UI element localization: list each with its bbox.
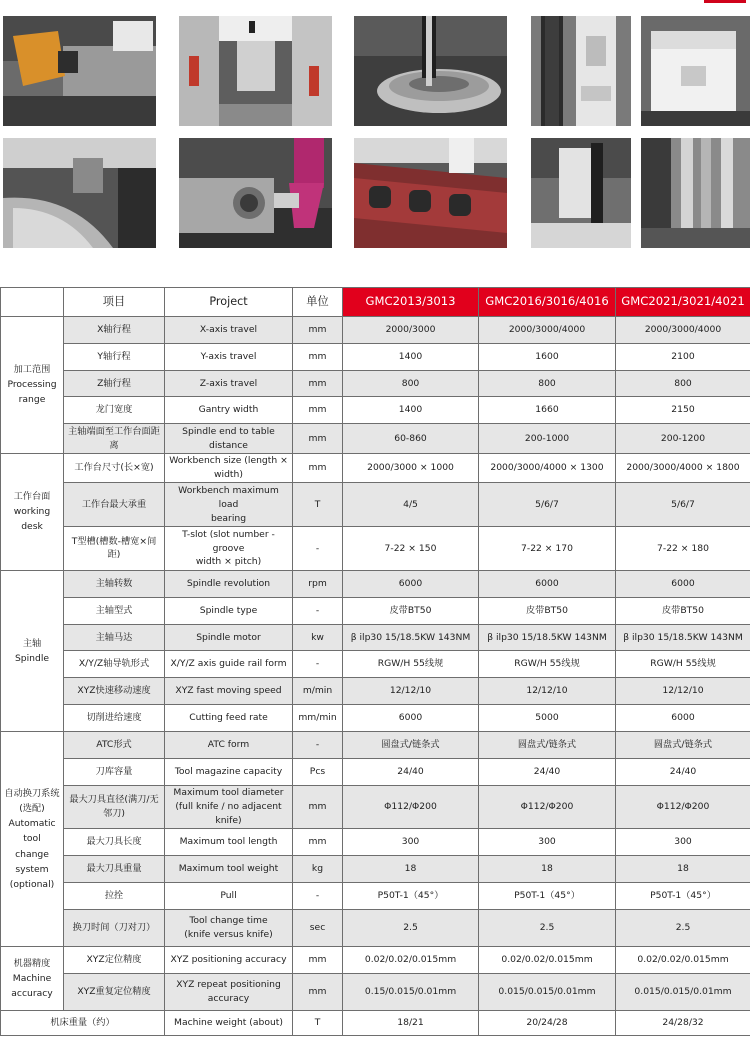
group-label xyxy=(1,947,64,1011)
group-label-line: 工作台面 xyxy=(13,491,51,503)
row-item-cn: 龙门宽度 xyxy=(64,397,165,424)
row-value: 2000/3000 × 1000 xyxy=(343,453,479,483)
row-value: 6000 xyxy=(616,570,750,597)
group-label-line: 机器精度 xyxy=(13,957,51,969)
row-value: β ilp30 15/18.5KW 143NM xyxy=(479,624,616,651)
spec-row xyxy=(1,973,750,1010)
row-item-cn: 主轴马达 xyxy=(64,624,165,651)
row-project-line: accuracy xyxy=(207,992,250,1004)
row-project-line: Workbench size (length × width) xyxy=(169,455,288,481)
row-value: β ilp30 15/18.5KW 143NM xyxy=(616,624,750,651)
row-value: 800 xyxy=(343,370,479,397)
row-value: 0.02/0.02/0.015mm xyxy=(343,947,479,974)
row-value: 200-1200 xyxy=(616,424,750,454)
photo-spindle-head-orange xyxy=(3,16,156,126)
spec-row xyxy=(1,370,750,397)
row-value: 12/12/10 xyxy=(479,678,616,705)
row-value: RGW/H 55线规 xyxy=(343,651,479,678)
row-project-en xyxy=(165,678,293,705)
row-unit: - xyxy=(293,527,343,571)
row-item-cn: 主轴转数 xyxy=(64,570,165,597)
row-value: RGW/H 55线规 xyxy=(616,651,750,678)
group-label-line: working xyxy=(13,506,51,518)
row-project-line: X/Y/Z axis guide rail form xyxy=(170,658,287,670)
row-project-en xyxy=(165,909,293,946)
photo-gantry-frame xyxy=(179,16,332,126)
photo-machined-wheel xyxy=(354,16,507,126)
row-project-line: Workbench maximum load xyxy=(178,485,279,510)
row-unit: - xyxy=(293,651,343,678)
row-value: 6000 xyxy=(343,570,479,597)
row-unit: mm xyxy=(293,947,343,974)
row-item-cn: 切削进给速度 xyxy=(64,705,165,732)
row-value: 2000/3000/4000 × 1800 xyxy=(616,453,750,483)
row-item-cn: Z轴行程 xyxy=(64,370,165,397)
row-value: 4/5 xyxy=(343,483,479,527)
row-project-en xyxy=(165,947,293,974)
group-label xyxy=(1,316,64,453)
row-value: Φ112/Φ200 xyxy=(479,785,616,829)
row-unit: mm xyxy=(293,785,343,829)
row-value: 皮带BT50 xyxy=(479,597,616,624)
row-project-en xyxy=(165,316,293,343)
spec-row xyxy=(1,731,750,758)
row-value: 24/40 xyxy=(479,758,616,785)
spec-row xyxy=(1,785,750,829)
row-project-line: XYZ fast moving speed xyxy=(175,685,282,697)
row-value: 皮带BT50 xyxy=(616,597,750,624)
row-project-en xyxy=(165,731,293,758)
header-item: 项目 xyxy=(64,288,165,317)
row-project-en xyxy=(165,370,293,397)
row-value: 300 xyxy=(479,829,616,856)
row-value: 2.5 xyxy=(343,909,479,946)
row-value: 2.5 xyxy=(479,909,616,946)
spec-row xyxy=(1,829,750,856)
row-project-line: Pull xyxy=(220,890,237,902)
row-project-en xyxy=(165,705,293,732)
photo-gallery xyxy=(0,0,750,250)
row-project-line: Cutting feed rate xyxy=(189,712,268,724)
row-unit: T xyxy=(293,1011,343,1036)
row-project-en xyxy=(165,453,293,483)
photo-magenta-spindle xyxy=(179,138,332,248)
group-label-line: range xyxy=(18,394,46,406)
row-value: 圆盘式/链条式 xyxy=(479,731,616,758)
row-value: P50T-1（45°） xyxy=(479,883,616,910)
spec-row xyxy=(1,483,750,527)
row-value: Φ112/Φ200 xyxy=(616,785,750,829)
row-item-cn: 工作台尺寸(长×宽) xyxy=(64,453,165,483)
row-value: 圆盘式/链条式 xyxy=(616,731,750,758)
row-item-cn: 工作台最大承重 xyxy=(64,483,165,527)
row-unit: mm xyxy=(293,829,343,856)
row-value: 7-22 × 180 xyxy=(616,527,750,571)
row-value: 6000 xyxy=(616,705,750,732)
row-item-cn: 最大刀具重量 xyxy=(64,856,165,883)
row-project-en xyxy=(165,570,293,597)
row-value: 6000 xyxy=(343,705,479,732)
row-value: 0.015/0.015/0.01mm xyxy=(616,973,750,1010)
row-value: 2000/3000 xyxy=(343,316,479,343)
row-project-line: bearing xyxy=(210,512,247,524)
row-item-cn: 拉拴 xyxy=(64,883,165,910)
row-project-en xyxy=(165,651,293,678)
row-item-cn: X轴行程 xyxy=(64,316,165,343)
row-unit: Pcs xyxy=(293,758,343,785)
header-group-blank xyxy=(1,288,64,317)
group-label xyxy=(1,731,64,946)
row-project-en xyxy=(165,758,293,785)
row-value: 24/40 xyxy=(616,758,750,785)
group-label-line: 主轴 xyxy=(22,637,42,649)
row-value: 皮带BT50 xyxy=(343,597,479,624)
spec-table-body xyxy=(1,288,750,1036)
row-unit: mm xyxy=(293,424,343,454)
header-row xyxy=(1,288,750,317)
row-item-cn: X/Y/Z轴导轨形式 xyxy=(64,651,165,678)
row-unit: - xyxy=(293,883,343,910)
row-project-line: ATC form xyxy=(207,738,250,750)
row-value: 2100 xyxy=(616,343,750,370)
spec-row xyxy=(1,424,750,454)
row-value: 1660 xyxy=(479,397,616,424)
row-unit: mm xyxy=(293,370,343,397)
row-unit: mm/min xyxy=(293,705,343,732)
row-value: 0.02/0.02/0.015mm xyxy=(616,947,750,974)
group-label xyxy=(1,453,64,570)
spec-row xyxy=(1,678,750,705)
corner-accent xyxy=(704,0,746,3)
row-project-en xyxy=(165,973,293,1010)
row-item-cn: 最大刀具长度 xyxy=(64,829,165,856)
row-value: 24/40 xyxy=(343,758,479,785)
spec-row xyxy=(1,397,750,424)
row-item-cn: 换刀时间（刀对刀） xyxy=(64,909,165,946)
row-item-cn: 主轴端面至工作台面距离 xyxy=(64,424,165,454)
row-value: 18/21 xyxy=(343,1011,479,1036)
row-project-en xyxy=(165,1011,293,1036)
group-label-line: Machine xyxy=(12,972,52,984)
photo-propeller-part xyxy=(3,138,156,248)
row-value: 300 xyxy=(343,829,479,856)
row-project-en xyxy=(165,597,293,624)
row-value: 2000/3000/4000 xyxy=(616,316,750,343)
group-label-line: Processing xyxy=(7,379,57,391)
row-value: 20/24/28 xyxy=(479,1011,616,1036)
row-project-en xyxy=(165,829,293,856)
row-value: 5/6/7 xyxy=(479,483,616,527)
row-project-line: X-axis travel xyxy=(199,323,258,335)
row-item-cn: T型槽(槽数-槽宽×间距) xyxy=(64,527,165,571)
header-model: GMC2016/3016/4016 xyxy=(479,288,616,317)
row-unit: T xyxy=(293,483,343,527)
row-project-line: Maximum tool diameter xyxy=(173,787,284,799)
row-project-en xyxy=(165,785,293,829)
row-unit: mm xyxy=(293,343,343,370)
row-project-line: XYZ positioning accuracy xyxy=(170,954,287,966)
spec-row xyxy=(1,883,750,910)
row-value: 24/28/32 xyxy=(616,1011,750,1036)
photo-motor-mount xyxy=(531,138,631,248)
row-project-line: Spindle revolution xyxy=(186,577,271,589)
row-project-en xyxy=(165,483,293,527)
group-label-line: 加工范围 xyxy=(13,364,51,376)
row-value: 18 xyxy=(479,856,616,883)
row-value: 60-860 xyxy=(343,424,479,454)
row-project-line: T-slot (slot number - groove xyxy=(182,528,275,554)
group-label-line: accuracy xyxy=(11,988,53,1000)
row-project-line: (knife versus knife) xyxy=(184,928,273,940)
row-value: 12/12/10 xyxy=(616,678,750,705)
row-item-cn: XYZ快速移动速度 xyxy=(64,678,165,705)
row-item-cn: ATC形式 xyxy=(64,731,165,758)
header-model: GMC2013/3013 xyxy=(343,288,479,317)
spec-row xyxy=(1,856,750,883)
group-label-line: 自动换刀系统 xyxy=(4,787,60,799)
row-project-en xyxy=(165,424,293,454)
row-value: 7-22 × 170 xyxy=(479,527,616,571)
row-value: P50T-1（45°） xyxy=(343,883,479,910)
row-value: P50T-1（45°） xyxy=(616,883,750,910)
row-value: 2150 xyxy=(616,397,750,424)
row-value: 1400 xyxy=(343,343,479,370)
row-value: 200-1000 xyxy=(479,424,616,454)
row-value: 12/12/10 xyxy=(343,678,479,705)
row-item-cn: 最大刀具直径(满刀/无邻刀) xyxy=(64,785,165,829)
row-unit: kg xyxy=(293,856,343,883)
header-project: Project xyxy=(165,288,293,317)
row-item-cn: XYZ定位精度 xyxy=(64,947,165,974)
row-value: 2.5 xyxy=(616,909,750,946)
spec-row xyxy=(1,527,750,571)
row-unit: sec xyxy=(293,909,343,946)
row-value: 18 xyxy=(343,856,479,883)
row-value: 圆盘式/链条式 xyxy=(343,731,479,758)
row-value: 300 xyxy=(616,829,750,856)
row-value: 800 xyxy=(479,370,616,397)
row-unit: kw xyxy=(293,624,343,651)
row-item-cn: Y轴行程 xyxy=(64,343,165,370)
row-project-line: Tool magazine capacity xyxy=(174,765,283,777)
row-value: Φ112/Φ200 xyxy=(343,785,479,829)
row-project-line: Tool change time xyxy=(189,915,268,927)
row-item-cn: 主轴型式 xyxy=(64,597,165,624)
spec-row xyxy=(1,316,750,343)
row-unit: - xyxy=(293,597,343,624)
machine-weight-row xyxy=(1,1011,750,1036)
spec-row xyxy=(1,343,750,370)
row-project-line: width × pitch) xyxy=(195,556,262,568)
group-label-line: change system xyxy=(15,848,49,875)
row-value: 5000 xyxy=(479,705,616,732)
spec-row xyxy=(1,453,750,483)
group-label xyxy=(1,570,64,731)
spec-table xyxy=(0,287,750,1036)
header-model: GMC2021/3021/4021 xyxy=(616,288,750,317)
row-unit: mm xyxy=(293,453,343,483)
row-value: 2000/3000/4000 xyxy=(479,316,616,343)
group-label-line: (选配) xyxy=(19,803,45,815)
row-value: β ilp30 15/18.5KW 143NM xyxy=(343,624,479,651)
row-value: 6000 xyxy=(479,570,616,597)
row-project-line: Machine weight (about) xyxy=(174,1017,283,1029)
row-item-cn: XYZ重复定位精度 xyxy=(64,973,165,1010)
spec-row xyxy=(1,597,750,624)
row-unit: - xyxy=(293,731,343,758)
row-project-line: XYZ repeat positioning xyxy=(176,979,281,991)
photo-cable-chain xyxy=(531,16,631,126)
group-label-line: Spindle xyxy=(14,652,50,664)
spec-row xyxy=(1,758,750,785)
row-project-en xyxy=(165,527,293,571)
spec-row xyxy=(1,624,750,651)
row-value: 18 xyxy=(616,856,750,883)
row-project-en xyxy=(165,397,293,424)
row-value: 0.02/0.02/0.015mm xyxy=(479,947,616,974)
row-project-line: Spindle type xyxy=(199,604,258,616)
row-value: 1400 xyxy=(343,397,479,424)
group-label-line: desk xyxy=(21,521,43,533)
row-project-line: Maximum tool weight xyxy=(178,863,279,875)
spec-row xyxy=(1,570,750,597)
row-value: RGW/H 55线规 xyxy=(479,651,616,678)
header-unit: 单位 xyxy=(293,288,343,317)
row-project-line: Maximum tool length xyxy=(179,836,278,848)
spec-row xyxy=(1,705,750,732)
row-value: 0.15/0.015/0.01mm xyxy=(343,973,479,1010)
row-project-line: Spindle motor xyxy=(196,631,261,643)
photo-red-beam xyxy=(354,138,507,248)
row-project-line: Spindle end to table distance xyxy=(182,425,275,451)
row-project-en xyxy=(165,883,293,910)
row-value: 0.015/0.015/0.01mm xyxy=(479,973,616,1010)
row-project-line: Gantry width xyxy=(198,404,259,416)
row-unit: rpm xyxy=(293,570,343,597)
spec-row xyxy=(1,909,750,946)
row-item-cn: 机床重量（约） xyxy=(1,1011,165,1036)
row-value: 800 xyxy=(616,370,750,397)
row-value: 7-22 × 150 xyxy=(343,527,479,571)
row-project-en xyxy=(165,343,293,370)
row-project-line: (full knife / no adjacent knife) xyxy=(175,801,282,826)
spec-row xyxy=(1,651,750,678)
group-label-line: Automatic tool xyxy=(8,818,56,845)
row-project-en xyxy=(165,856,293,883)
photo-white-cabinet xyxy=(641,16,750,126)
photo-linear-rails xyxy=(641,138,750,248)
row-unit: mm xyxy=(293,397,343,424)
row-unit: mm xyxy=(293,973,343,1010)
spec-row xyxy=(1,947,750,974)
row-project-en xyxy=(165,624,293,651)
row-unit: mm xyxy=(293,316,343,343)
row-value: 2000/3000/4000 × 1300 xyxy=(479,453,616,483)
row-item-cn: 刀库容量 xyxy=(64,758,165,785)
group-label-line: (optional) xyxy=(9,878,55,890)
row-unit: m/min xyxy=(293,678,343,705)
row-value: 1600 xyxy=(479,343,616,370)
row-value: 5/6/7 xyxy=(616,483,750,527)
row-project-line: Z-axis travel xyxy=(199,377,258,389)
row-project-line: Y-axis travel xyxy=(200,350,257,362)
